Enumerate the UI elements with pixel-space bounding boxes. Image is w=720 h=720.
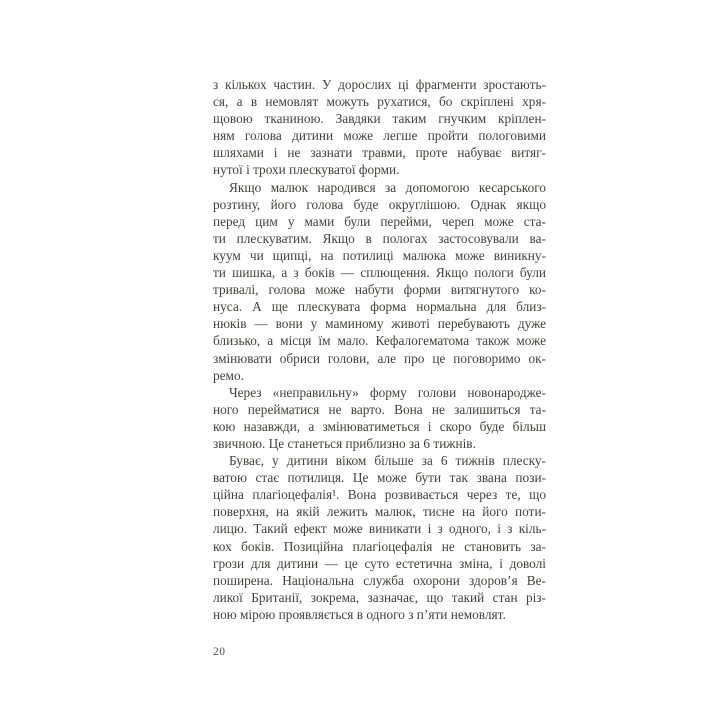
text-line: куум чи щипці, на потилиці малюка може виникну-: [213, 247, 546, 263]
paragraph: [213, 452, 546, 623]
paragraph: [213, 179, 546, 384]
text-line: Буває, у дитини віком більше за 6 тижнів плеску-: [229, 453, 546, 469]
text-line: змінювати обриси голови, але про це поговоримо ок-: [213, 350, 546, 366]
text-line: тривалі, голова може набути форми витягнутого ко-: [213, 282, 546, 298]
text-line: близько, а місця їм мало. Кефалогематома також може: [213, 333, 546, 349]
text-line: з кількох частин. У дорослих ці фрагменти зростають-: [213, 77, 546, 92]
text-line: щовою тканиною. Завдяки таким гнучким кріплен-: [213, 111, 546, 127]
body-text-block: [213, 76, 546, 623]
text-line: ся, а в немовлят можуть рухатися, бо скріплені хря-: [213, 94, 546, 110]
text-line: Через «неправильну» форму голови новонародже-: [229, 384, 546, 400]
text-line: нутої і трохи плескуватої форми.: [213, 162, 400, 178]
text-line: ного перейматися не варто. Вона не залишиться та-: [213, 401, 546, 417]
paragraph: [213, 384, 546, 452]
text-line: ремо.: [213, 367, 244, 383]
text-line: кох боків. Позиційна плагіоцефалія не становить за-: [213, 538, 546, 554]
text-line: Якщо малюк народився за допомогою кесарського: [229, 179, 546, 195]
text-line: ликої Британії, зокрема, зазначає, що такий стан різ-: [213, 589, 546, 605]
text-line: нюків — вони у маминому животі перебувають дуже: [213, 316, 546, 332]
text-line: кою назавжди, а змінюватиметься і скоро буде більш: [213, 418, 546, 434]
text-line: нуса. А ще плескувата форма нормальна для близ-: [213, 299, 546, 315]
text-line: ційна плагіоцефалія¹. Вона розвивається через те, що: [213, 487, 546, 503]
text-line: ням голова дитини може легше пройти пологовими: [213, 128, 546, 144]
text-line: ти шишка, а з боків — сплющення. Якщо пологи були: [213, 265, 546, 281]
text-line: поширена. Національна служба охорони здоров’я Ве-: [213, 572, 546, 588]
text-line: поверхня, на якій лежить малюк, тисне на його поти-: [213, 504, 546, 520]
text-line: лицю. Такий ефект може виникати і з одного, і з кіль-: [213, 521, 546, 537]
text-line: перед цим у мами були перейми, череп може ста-: [213, 213, 546, 229]
text-line: ватою стає потилиця. Це може бути так звана пози-: [213, 470, 546, 486]
paragraph: [213, 76, 546, 179]
text-line: грози для дитини — це суто естетична зміна, і доволі: [213, 555, 546, 571]
text-line: ти плескуватим. Якщо в пологах застосовували ва-: [213, 230, 546, 246]
text-line: ною мірою проявляється в одного з п’яти немовлят.: [213, 606, 506, 622]
text-line: шляхами і не зазнати травми, проте набуває витяг-: [213, 145, 546, 161]
text-line: розтину, його голова буде округлішою. Однак якщо: [213, 196, 546, 212]
page-number: 20: [213, 646, 226, 658]
text-line: звичною. Це станеться приблизно за 6 тижнів.: [213, 435, 476, 451]
